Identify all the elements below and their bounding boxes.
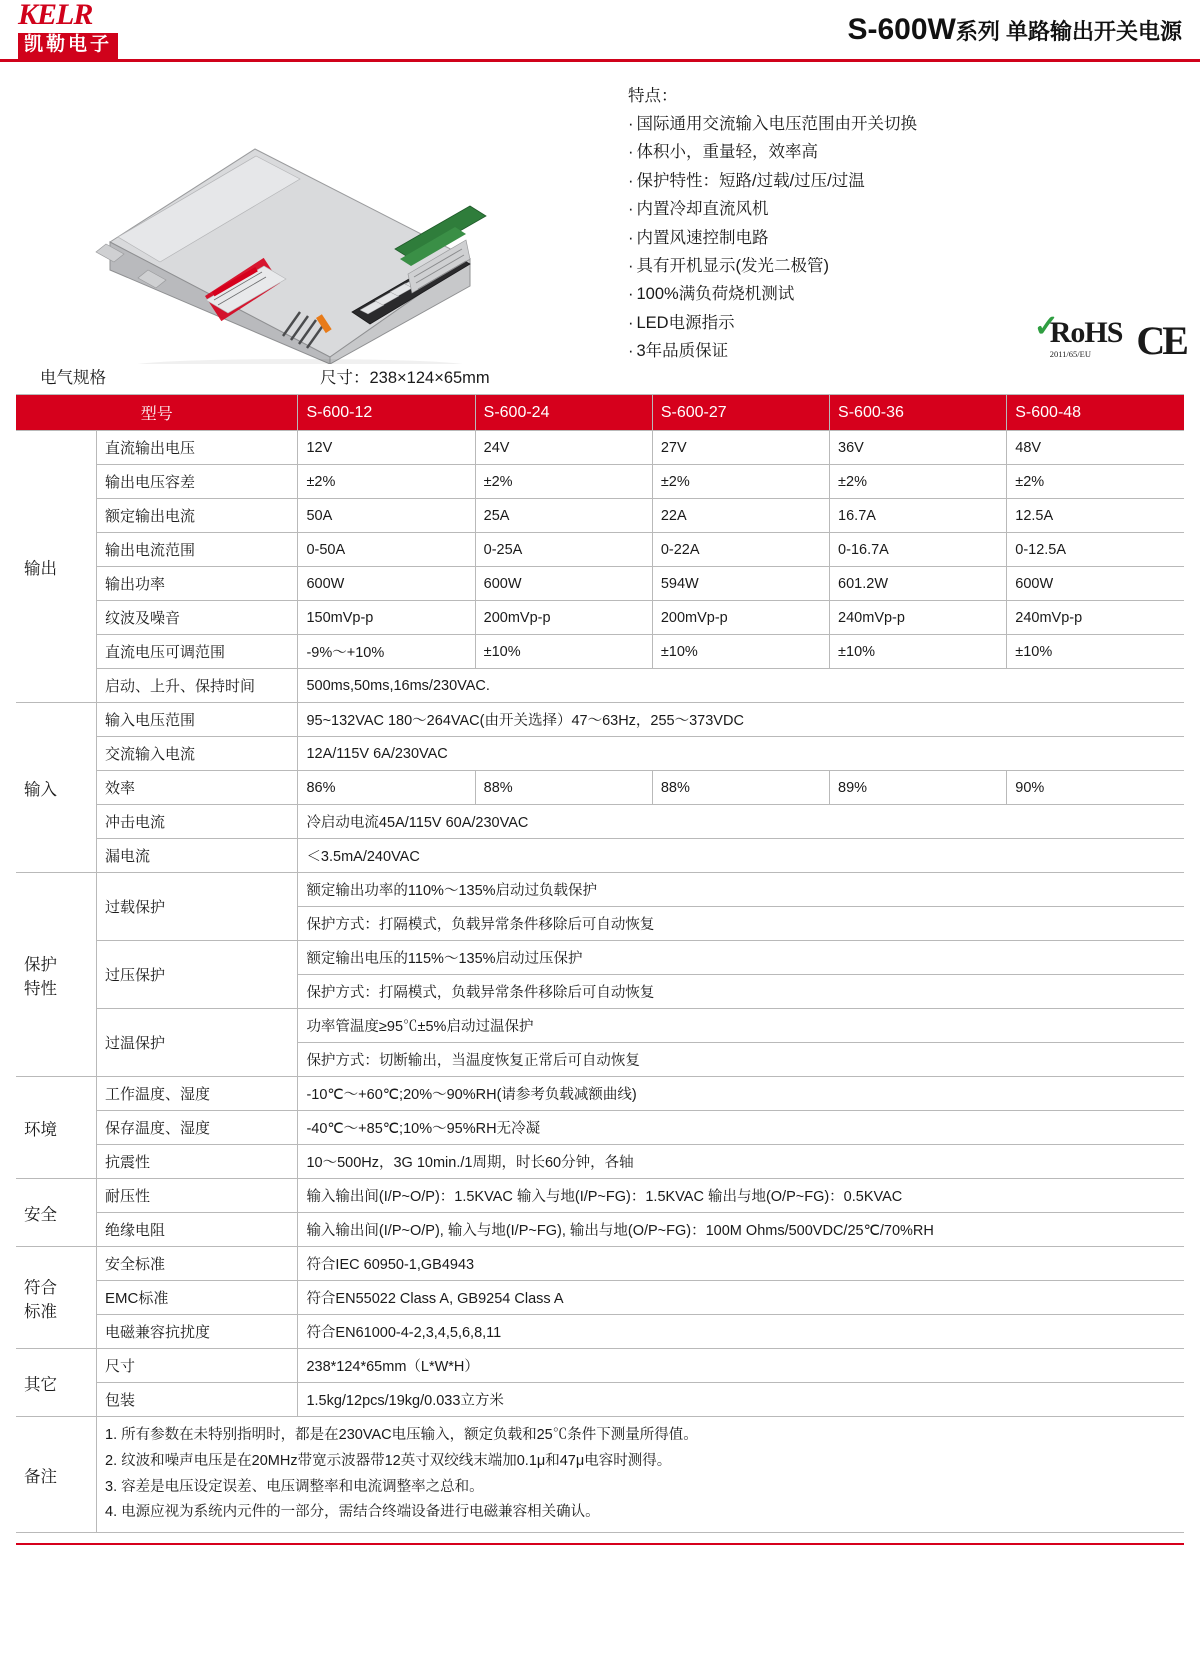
param-label: 启动、上升、保持时间 [97,669,298,703]
note-item: 4. 电源应视为系统内元件的一部分，需结合终端设备进行电磁兼容相关确认。 [105,1504,600,1521]
cell-value-span: 符合IEC 60950-1,GB4943 [298,1247,1184,1281]
param-label: 纹波及噪音 [97,601,298,635]
cell-value: 601.2W [830,567,1007,601]
cell-value-span: 10～500Hz，3G 10min./1周期，时长60分钟，各轴 [298,1145,1184,1179]
param-label: 冲击电流 [97,805,298,839]
cell-value-span: 保护方式：打隔模式，负载异常条件移除后可自动恢复 [298,907,1184,941]
specification-table [16,394,1184,1533]
cell-value: 12V [298,431,475,465]
table-row [16,1383,1184,1417]
group-environment: 环境 [16,1077,97,1179]
rohs-label: RoHS [1049,316,1123,349]
header-s600-12: S-600-12 [298,395,475,431]
table-row [16,941,1184,975]
table-header-row [16,395,1184,431]
cell-value: 0-25A [475,533,652,567]
param-label: 尺寸 [97,1349,298,1383]
feature-item: · LED电源指示 [628,309,1200,337]
cell-value: 25A [475,499,652,533]
cell-value: 24V [475,431,652,465]
table-row [16,1281,1184,1315]
cell-value-span: 额定输出功率的110%～135%启动过负载保护 [298,873,1184,907]
cell-value-span: ＜3.5mA/240VAC [298,839,1184,873]
cell-value-span: 1.5kg/12pcs/19kg/0.033立方米 [298,1383,1184,1417]
cell-value: 200mVp-p [652,601,829,635]
company-logo [18,0,118,59]
table-row [16,737,1184,771]
cell-value: 88% [475,771,652,805]
note-item: 3. 容差是电压设定误差、电压调整率和电流调整率之总和。 [105,1478,484,1495]
table-row [16,1315,1184,1349]
table-row [16,601,1184,635]
param-label: EMC标准 [97,1281,298,1315]
rohs-icon [1033,310,1123,359]
cell-value-span: 输入输出间(I/P~O/P)：1.5KVAC 输入与地(I/P~FG)：1.5KVAC 输出与地(O/P~FG)：0.5KVAC [298,1179,1184,1213]
cell-value: 240mVp-p [830,601,1007,635]
cell-value-span: 功率管温度≥95℃±5%启动过温保护 [298,1009,1184,1043]
feature-item: · 内置冷却直流风机 [628,195,1200,223]
logo-latin-text: KELR [18,0,93,32]
cell-value: 16.7A [830,499,1007,533]
page-header [0,0,1200,62]
param-label: 交流输入电流 [97,737,298,771]
cell-value-span: 保护方式：切断输出，当温度恢复正常后可自动恢复 [298,1043,1184,1077]
cell-value-span: 238*124*65mm（L*W*H） [298,1349,1184,1383]
feature-item: · 保护特性：短路/过载/过压/过温 [628,167,1200,195]
cell-value-span: 保护方式：打隔模式，负载异常条件移除后可自动恢复 [298,975,1184,1009]
param-label: 输出功率 [97,567,298,601]
param-label: 过载保护 [97,873,298,941]
features-heading: 特点： [628,87,678,105]
header-model: 型号 [16,395,298,431]
cell-value: 594W [652,567,829,601]
page-title [848,13,1191,47]
cell-value: ±2% [475,465,652,499]
param-label: 直流输出电压 [97,431,298,465]
cell-value: 600W [475,567,652,601]
cell-value: 22A [652,499,829,533]
param-label: 绝缘电阻 [97,1213,298,1247]
cell-value: ±10% [830,635,1007,669]
cell-value: 240mVp-p [1007,601,1184,635]
cell-value: 86% [298,771,475,805]
feature-item: · 体积小，重量轻，效率高 [628,138,1200,166]
group-other: 其它 [16,1349,97,1417]
param-label: 直流电压可调范围 [97,635,298,669]
table-row [16,567,1184,601]
group-input: 输入 [16,703,97,873]
logo-chinese-text: 凯勒电子 [18,33,118,59]
cell-value: ±2% [652,465,829,499]
cell-value: 48V [1007,431,1184,465]
cell-value: 200mVp-p [475,601,652,635]
group-protection: 保护 特性 [16,873,97,1077]
cell-value: 36V [830,431,1007,465]
table-row [16,1077,1184,1111]
cell-value: 0-22A [652,533,829,567]
header-s600-36: S-600-36 [830,395,1007,431]
rohs-directive: 2011/65/EU [1049,349,1091,359]
note-item: 2. 纹波和噪声电压是在20MHz带宽示波器带12英寸双绞线末端加0.1μ和47μ电容时测得。 [105,1452,672,1469]
cell-value: ±2% [1007,465,1184,499]
feature-item: · 具有开机显示(发光二极管) [628,252,1200,280]
group-remark: 备注 [16,1417,97,1533]
header-s600-27: S-600-27 [652,395,829,431]
certification-marks [1033,310,1186,363]
feature-item: · 100%满负荷烧机测试 [628,280,1200,308]
header-s600-48: S-600-48 [1007,395,1184,431]
title-model: S-600W [847,12,956,46]
note-item: 1. 所有参数在未特别指明时，都是在230VAC电压输入，额定负载和25℃条件下测量所得值。 [105,1427,698,1443]
top-section [0,62,1200,362]
table-row [16,533,1184,567]
cell-value: 90% [1007,771,1184,805]
param-label: 电磁兼容抗扰度 [97,1315,298,1349]
table-row [16,805,1184,839]
param-label: 抗震性 [97,1145,298,1179]
cell-value: 88% [652,771,829,805]
table-row [16,703,1184,737]
table-row [16,499,1184,533]
cell-value: ±2% [830,465,1007,499]
param-label: 包装 [97,1383,298,1417]
cell-value: 150mVp-p [298,601,475,635]
cell-value-span: 冷启动电流45A/115V 60A/230VAC [298,805,1184,839]
cell-value: 50A [298,499,475,533]
cell-value: -9%～+10% [298,635,475,669]
param-label: 输入电压范围 [97,703,298,737]
group-output: 输出 [16,431,97,703]
group-compliance: 符合 标准 [16,1247,97,1349]
table-row [16,771,1184,805]
cell-value: 600W [1007,567,1184,601]
feature-item: · 内置风速控制电路 [628,224,1200,252]
param-label: 输出电流范围 [97,533,298,567]
cell-value-span: -40℃～+85℃;10%～95%RH无冷凝 [298,1111,1184,1145]
title-series: 系列 单路输出开关电源 [955,18,1182,44]
cell-value: 89% [830,771,1007,805]
cell-value: 600W [298,567,475,601]
param-label: 耐压性 [97,1179,298,1213]
cell-value: 27V [652,431,829,465]
table-row [16,839,1184,873]
remarks-row [16,1417,1184,1533]
param-label: 安全标准 [97,1247,298,1281]
electrical-spec-label: 电气规格 [40,369,106,387]
cell-value: 0-16.7A [830,533,1007,567]
cell-value-span: 额定输出电压的115%～135%启动过压保护 [298,941,1184,975]
cell-value: ±10% [652,635,829,669]
table-row [16,1349,1184,1383]
feature-item: · 3年品质保证 [628,337,1200,365]
cell-value-span: 12A/115V 6A/230VAC [298,737,1184,771]
table-row [16,465,1184,499]
table-row [16,1009,1184,1043]
bottom-divider [16,1543,1184,1545]
product-photo [0,74,620,362]
param-label: 工作温度、湿度 [97,1077,298,1111]
remarks-content [97,1417,1184,1533]
group-safety: 安全 [16,1179,97,1247]
table-row [16,1213,1184,1247]
checkmark-icon: ✓ [1033,310,1059,343]
cell-value-span: 95~132VAC 180～264VAC(由开关选择）47～63Hz，255～373VDC [298,703,1184,737]
param-label: 漏电流 [97,839,298,873]
cell-value: 12.5A [1007,499,1184,533]
cell-value-span: 输入输出间(I/P~O/P), 输入与地(I/P~FG), 输出与地(O/P~FG)：100M Ohms/500VDC/25℃/70%RH [298,1213,1184,1247]
table-row [16,1145,1184,1179]
table-row [16,635,1184,669]
table-row [16,1179,1184,1213]
cell-value: ±2% [298,465,475,499]
cell-value-span: 符合EN61000-4-2,3,4,5,6,8,11 [298,1315,1184,1349]
param-label: 效率 [97,771,298,805]
table-row [16,1111,1184,1145]
ce-icon: CE [1136,317,1186,363]
header-s600-24: S-600-24 [475,395,652,431]
table-row [16,669,1184,703]
caption-row [0,362,1200,394]
cell-value: ±10% [1007,635,1184,669]
param-label: 输出电压容差 [97,465,298,499]
param-label: 保存温度、湿度 [97,1111,298,1145]
cell-value-span: 符合EN55022 Class A, GB9254 Class A [298,1281,1184,1315]
cell-value: ±10% [475,635,652,669]
param-label: 额定输出电流 [97,499,298,533]
table-row [16,873,1184,907]
table-row [16,431,1184,465]
cell-value: 0-12.5A [1007,533,1184,567]
param-label: 过温保护 [97,1009,298,1077]
param-label: 过压保护 [97,941,298,1009]
dimensions-label: 尺寸：238×124×65mm [320,369,490,387]
table-row [16,1247,1184,1281]
cell-value-span: -10℃～+60℃;20%～90%RH(请参考负载减额曲线) [298,1077,1184,1111]
cell-value-span: 500ms,50ms,16ms/230VAC. [298,669,1184,703]
feature-item: · 国际通用交流输入电压范围由开关切换 [628,110,1200,138]
cell-value: 0-50A [298,533,475,567]
